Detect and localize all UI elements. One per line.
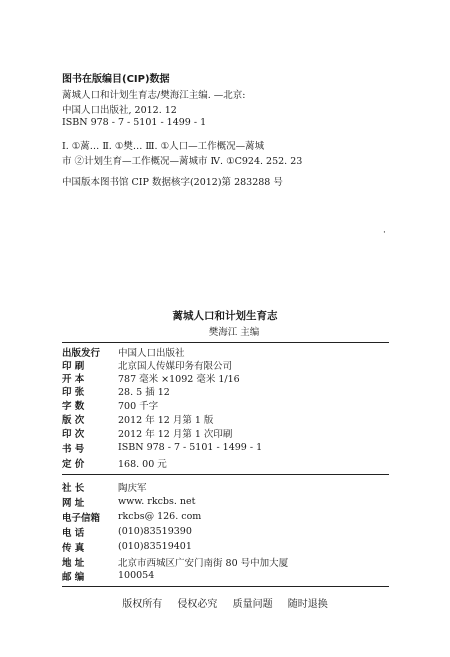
- contact-row-fax: [62, 540, 192, 553]
- info-row-sheets: [62, 384, 170, 397]
- contact-value: (010)83519401: [118, 541, 192, 552]
- top-rule: [62, 342, 389, 343]
- info-label: 开 本: [62, 373, 85, 385]
- book-title: 蓠城人口和计划生育志: [172, 310, 278, 322]
- contact-row-director: [62, 480, 147, 493]
- info-value: 北京国人传媒印务有限公司: [118, 360, 233, 372]
- contact-label: 电子信箱: [62, 512, 101, 524]
- footer-item: 质量问题: [232, 599, 273, 610]
- contact-value: 北京市西城区广安门南街 80 号中加大厦: [118, 557, 289, 569]
- contact-label: 地 址: [62, 557, 85, 569]
- cip-heading: 图书在版编目(CIP)数据: [62, 74, 170, 85]
- info-label: 印 张: [62, 386, 85, 398]
- contact-row-email: [62, 510, 201, 523]
- info-row-publisher: [62, 345, 185, 358]
- info-value: 168. 00 元: [118, 458, 167, 470]
- info-row-isbn: [62, 441, 262, 454]
- info-label: 书 号: [62, 443, 85, 455]
- stray-mark: ·: [383, 228, 386, 238]
- cip-line-title: 蓠城人口和计划生育志/樊海江主编. —北京:: [62, 90, 246, 101]
- contact-value: rkcbs@ 126. com: [118, 511, 202, 522]
- info-row-format: [62, 371, 240, 384]
- cip-line-publisher: 中国人口出版社, 2012. 12: [62, 105, 177, 116]
- info-label: 印 刷: [62, 360, 85, 372]
- contact-label: 传 真: [62, 542, 85, 554]
- contact-value: (010)83519390: [118, 526, 192, 537]
- info-value: ISBN 978 - 7 - 5101 - 1499 - 1: [118, 442, 263, 453]
- info-label: 版 次: [62, 414, 85, 426]
- info-label: 印 次: [62, 428, 85, 440]
- cip-record-number: 中国版本图书馆 CIP 数据核字(2012)第 283288 号: [62, 177, 283, 188]
- footer-item: 随时退换: [287, 599, 328, 610]
- info-label: 字 数: [62, 400, 85, 412]
- info-value: 中国人口出版社: [118, 347, 185, 359]
- info-value: 787 毫米 ×1092 毫米 1/16: [118, 373, 240, 385]
- contact-label: 电 话: [62, 527, 85, 539]
- info-row-price: [62, 456, 167, 469]
- info-value: 700 千字: [118, 400, 159, 412]
- info-row-edition: [62, 412, 213, 425]
- contact-row-address: [62, 555, 288, 568]
- info-value: 28. 5 插 12: [118, 386, 170, 398]
- bottom-rule: [62, 586, 389, 587]
- contact-label: 社 长: [62, 482, 85, 494]
- footer-item: 侵权必究: [177, 599, 218, 610]
- middle-rule: [62, 474, 389, 475]
- contact-value: www. rkcbs. net: [118, 496, 196, 507]
- contact-value: 100054: [118, 570, 155, 581]
- footer-item: 版权所有: [122, 599, 163, 610]
- book-author: 樊海江 主编: [208, 327, 260, 338]
- copyright-notice: [0, 595, 450, 610]
- contact-label: 邮 编: [62, 571, 85, 583]
- cip-classification-line-1: Ⅰ. ①蓠… Ⅱ. ①樊… Ⅲ. ①人口—工作概况—蓠城: [62, 141, 265, 152]
- info-label: 出版发行: [62, 347, 101, 359]
- info-row-printer: [62, 358, 232, 371]
- info-value: 2012 年 12 月第 1 版: [118, 414, 214, 426]
- contact-row-postcode: [62, 569, 154, 582]
- info-row-printing: [62, 426, 232, 439]
- cip-classification-line-2: 市 ②计划生育—工作概况—蓠城市 Ⅳ. ①C924. 252. 23: [62, 156, 303, 167]
- info-label: 定 价: [62, 458, 85, 470]
- contact-value: 陶庆军: [118, 482, 147, 494]
- cip-line-isbn: ISBN 978 - 7 - 5101 - 1499 - 1: [62, 117, 207, 128]
- info-row-word-count: [62, 398, 158, 411]
- contact-row-phone: [62, 525, 192, 538]
- contact-row-website: [62, 495, 195, 508]
- contact-label: 网 址: [62, 497, 85, 509]
- info-value: 2012 年 12 月第 1 次印刷: [118, 428, 233, 440]
